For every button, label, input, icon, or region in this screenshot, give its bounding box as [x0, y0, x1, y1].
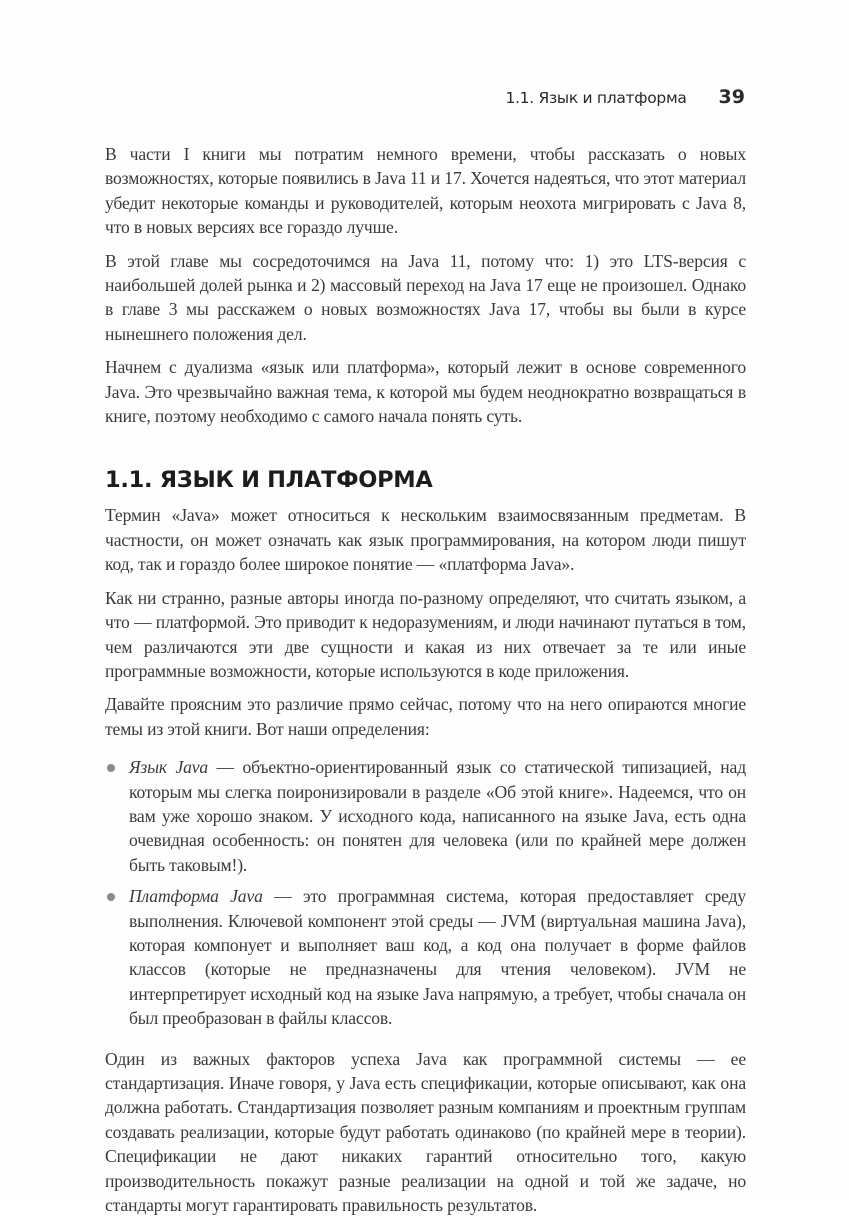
definition-item [105, 755, 746, 877]
definition-term: Язык Java [129, 757, 209, 778]
section-paragraph: Давайте проясним это различие прямо сейчас, потому что на него опираются многие темы из этой книги. Вот наши определения: [105, 694, 746, 739]
page-content [105, 142, 746, 1226]
definition-term: Платформа Java [129, 886, 263, 907]
section-paragraph: Термин «Java» может относиться к нескольким взаимосвязанным предметам. В частности, он может означать как язык программирования, на котором люди пишут код, так и гораздо более широкое понятие — «платформа Java». [105, 505, 746, 575]
definitions-list [105, 755, 746, 1030]
bullet-icon [107, 764, 115, 772]
intro-paragraph: Начнем с дуализма «язык или платформа», который лежит в основе современного Java. Это чрезвычайно важная тема, к которой мы будем неоднократно возвращаться в книге, поэтому необходимо с самого начала понять суть. [105, 357, 746, 427]
page-number: 39 [718, 86, 745, 108]
bullet-icon [107, 893, 115, 901]
section-heading: 1.1. ЯЗЫК И ПЛАТФОРМА [105, 467, 433, 494]
definition-item [105, 884, 746, 1030]
running-head [505, 86, 745, 108]
intro-paragraph: В части I книги мы потратим немного времени, чтобы рассказать о новых возможностях, которые появились в Java 11 и 17. Хочется надеяться, что этот материал убедит некоторые команды и руководителей, которым неохота мигрировать с Java 8, что в новых версиях все гораздо лучше. [105, 144, 746, 238]
definition-text: — это программная система, которая предоставляет среду выполнения. Ключевой компонент этой среды — JVM (виртуальная машина Java), которая компонует и выполняет ваш код, а код она получает в форме файлов классов (которые не предназначены для чтения человеком). JVM не интерпретирует исходный код на языке Java напрямую, а требует, чтобы сначала он был преобразован в файлы классов. [129, 886, 746, 1029]
definition-text: — объектно-ориентированный язык со статической типизацией, над которым мы слегка поиронизировали в разделе «Об этой книге». Надеемся, что он вам уже хорошо знаком. У исходного кода, написанного на языке Java, есть одна очевидная особенность: он понятен для человека (или по крайней мере должен быть таковым!). [129, 757, 746, 875]
section-paragraph: Как ни странно, разные авторы иногда по-разному определяют, что считать языком, а что — платформой. Это приводит к недоразумениям, и люди начинают путаться в том, чем различаются эти две сущности и какая из них отвечает за те или иные программные возможности, которые используются в коде приложения. [105, 587, 746, 681]
intro-paragraph: В этой главе мы сосредоточимся на Java 11, потому что: 1) это LTS-версия с наибольшей долей рынка и 2) массовый переход на Java 17 еще не произошел. Однако в главе 3 мы расскажем о новых возможностях Java 17, чтобы вы были в курсе нынешнего положения дел. [105, 250, 746, 344]
closing-paragraph: Один из важных факторов успеха Java как программной системы — ее стандартизация. Иначе говоря, у Java есть спецификации, которые описывают, как она должна работать. Стандартизация позволяет разным компаниям и проектным группам создавать реализации, которые будут работать одинаково (по крайней мере в теории). Спецификации не дают никаких гарантий относительно того, какую производительность покажут разные реализации на одной и той же задаче, но стандарты могут гарантировать правильность результатов. [105, 1048, 746, 1216]
running-head-title: 1.1. Язык и платформа [505, 89, 687, 107]
